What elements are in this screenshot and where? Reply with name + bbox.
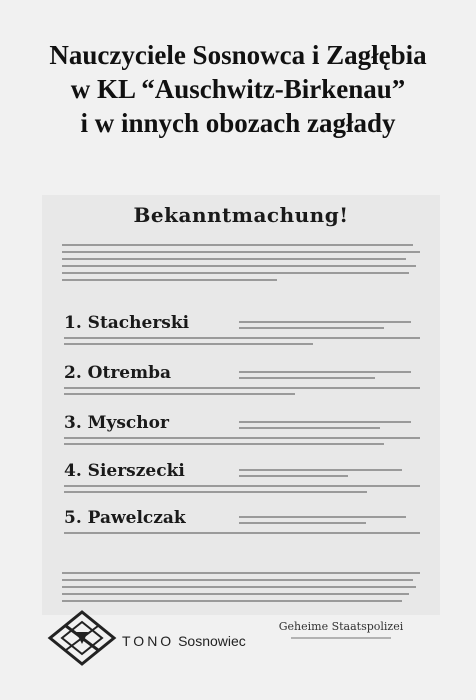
publisher-logo-icon [46, 608, 118, 668]
title-line-2: w KL “Auschwitz-Birkenau” [70, 74, 406, 104]
entry-name: 5. Pawelczak [64, 508, 186, 528]
notice-entry-4 [64, 461, 420, 497]
entry-name: 2. Otremba [64, 363, 171, 383]
notice-closing-text [62, 567, 420, 607]
notice-entry-1 [64, 313, 420, 349]
notice-entry-2 [64, 363, 420, 399]
title-line-1: Nauczyciele Sosnowca i Zagłębia [49, 40, 427, 70]
publisher-name [122, 633, 246, 649]
publisher-name-part1: TONO [122, 633, 175, 649]
notice-entry-3 [64, 413, 420, 449]
notice-heading: Bekanntmachung! [133, 203, 349, 227]
title-line-3: i w innych obozach zagłady [80, 108, 396, 138]
entry-name: 4. Sierszecki [64, 461, 185, 481]
entry-name: 1. Stacherski [64, 313, 190, 333]
cover-title [20, 38, 456, 140]
historical-notice-image [42, 195, 440, 615]
notice-intro-text [62, 239, 420, 286]
notice-signature [266, 620, 416, 643]
entry-name: 3. Myschor [64, 413, 169, 433]
signature-text: Geheime Staatspolizei [278, 620, 404, 633]
notice-entry-5 [64, 508, 420, 538]
publisher-name-part2: Sosnowiec [178, 633, 246, 649]
